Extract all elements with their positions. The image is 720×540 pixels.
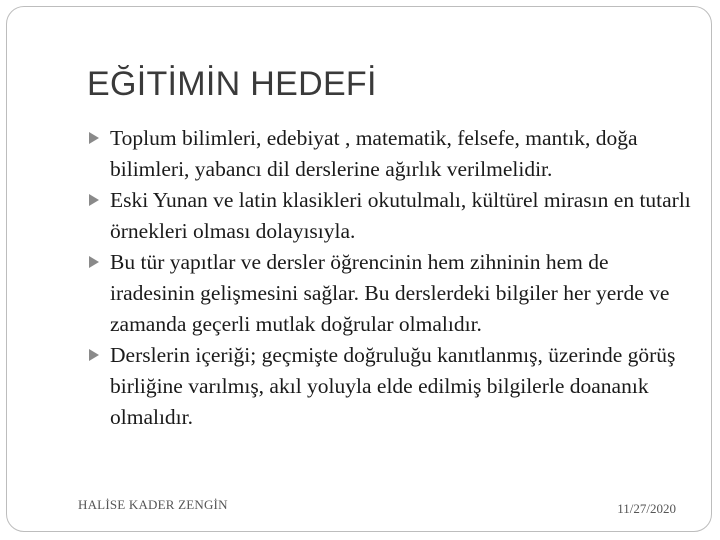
bullet-item bbox=[87, 340, 697, 433]
bullet-item bbox=[87, 247, 697, 340]
bullet-item bbox=[87, 123, 697, 185]
footer-date: 11/27/2020 bbox=[617, 501, 676, 516]
bullet-text: Eski Yunan ve latin klasikleri okutulmalı, kültürel mirasın en tutarlı örnekleri olması dolayısıyla. bbox=[110, 188, 691, 243]
bullet-item bbox=[87, 185, 697, 247]
bullet-text: Toplum bilimleri, edebiyat , matematik, felsefe, mantık, doğa bilimleri, yabancı dil derslerine ağırlık verilmelidir. bbox=[110, 126, 638, 181]
slide-frame bbox=[6, 6, 712, 532]
bullet-text: Derslerin içeriği; geçmişte doğruluğu kanıtlanmış, üzerinde görüş birliğine varılmış, akıl yoluyla elde edilmiş bilgilerle doananık olmalıdır. bbox=[110, 343, 676, 429]
bullet-list bbox=[87, 123, 697, 433]
bullet-text: Bu tür yapıtlar ve dersler öğrencinin hem zihninin hem de iradesinin gelişmesini sağlar. Bu derslerdeki bilgiler her yerde ve zamanda geçerli mutlak doğrular olmalıdır. bbox=[110, 250, 670, 336]
footer-author: HALİSE KADER ZENGİN bbox=[78, 497, 228, 512]
slide-title: EĞİTİMİN HEDEFİ bbox=[87, 65, 377, 103]
